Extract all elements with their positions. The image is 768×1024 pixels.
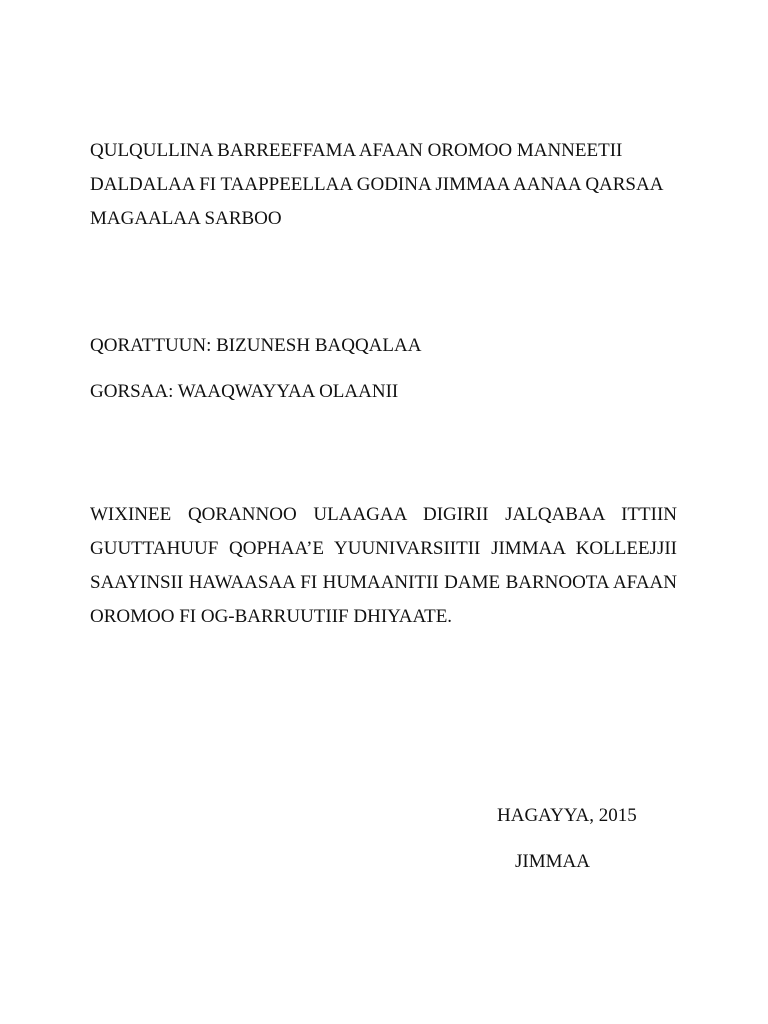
- author-line: QORATTUUN: BIZUNESH BAQQALAA: [90, 335, 422, 356]
- statement-line-4: OROMOO FI OG-BARRUUTIIF DHIYAATE.: [90, 606, 453, 627]
- title-line-1: QULQULLINA BARREEFFAMA AFAAN OROMOO MANNEETII: [90, 140, 623, 161]
- submission-date: HAGAYYA, 2015: [497, 805, 637, 826]
- statement-line-3: SAAYINSII HAWAASAA FI HUMAANITII DAME BARNOOTA AFAAN: [90, 572, 677, 593]
- submission-statement: [90, 498, 677, 634]
- title-line-3: MAGAALAA SARBOO: [90, 208, 282, 229]
- advisor-line: GORSAA: WAAQWAYYAA OLAANII: [90, 381, 399, 402]
- document-title: [90, 134, 690, 236]
- statement-line-1: WIXINEE QORANNOO ULAAGAA DIGIRII JALQABAA ITTIIN: [90, 504, 677, 525]
- statement-line-2: GUUTTAHUUF QOPHAA’E YUUNIVARSIITII JIMMAA KOLLEEJJII: [90, 538, 677, 559]
- submission-place: JIMMAA: [515, 851, 590, 872]
- title-line-2: DALDALAA FI TAAPPEELLAA GODINA JIMMAA AANAA QARSAA: [90, 174, 664, 195]
